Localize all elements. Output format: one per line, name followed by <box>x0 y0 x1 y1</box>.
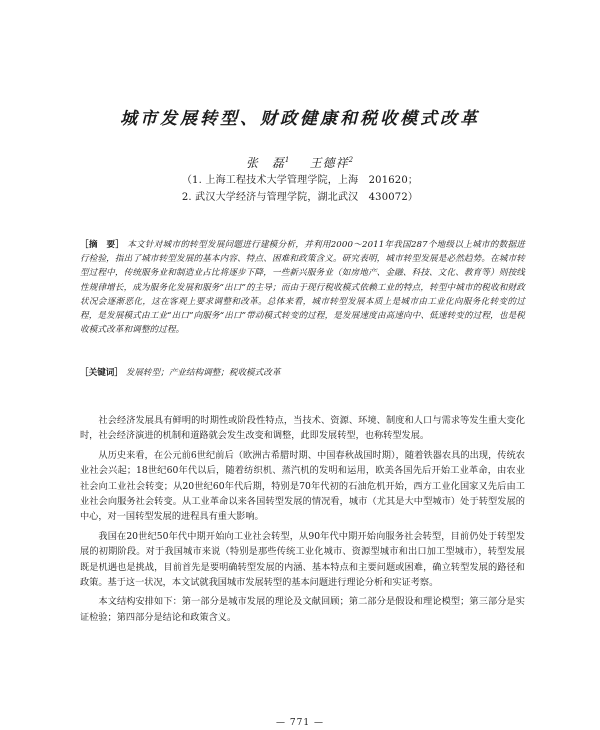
body-paragraph-1: 社会经济发展具有鲜明的时期性或阶段性特点，当技术、资源、环境、制度和人口与需求等发生重大变化时，社会经济演进的机制和道路就会发生改变和调整，此即发展转型，也称转型发展。 <box>80 415 525 442</box>
body-paragraph-3: 我国在20世纪50年代中期开始向工业社会转型，从90年代中期开始向服务社会转型，目前仍处于转型发展的初期阶段。对于我国城市来说（特别是那些传统工业化城市、资源型城市和出口加工型城市），转型发展既是机遇也是挑战，目前首先是要明确转型发展的内涵、基本特点和主要问题或困难，确立转型发展的路径和政策。基于这一状况，本文试就我国城市发展转型的基本问题进行理论分析和实证考察。 <box>80 530 525 589</box>
body-text <box>80 413 525 625</box>
keywords-text: 发展转型；产业结构调整；税收模式改革 <box>125 368 281 378</box>
body-paragraph-2: 从历史来看，在公元前6世纪前后（欧洲古希腊时期、中国春秋战国时期），随着铁器农具的出现，传统农业社会兴起；18世纪60年代以后，随着纺织机、蒸汽机的发明和运用，欧美各国先后开始工业革命，由农业社会向工业社会转变；从20世纪60年代后期，特别是70年代初的石油危机开始，西方工业化国家又先后由工业社会向服务社会转变。从工业革命以来各国转型发展的情况看，城市（尤其是大中型城市）处于转型发展的中心，对一国转型发展的进程具有重大影响。 <box>80 449 525 523</box>
page-number: — 771 — <box>276 718 324 728</box>
body-paragraph-4: 本文结构安排如下：第一部分是城市发展的理论及文献回顾；第二部分是假设和理论模型；第三部分是实证检验；第四部分是结论和政策含义。 <box>80 596 525 623</box>
author-1-sup: 1 <box>284 156 291 164</box>
paper-title: 城市发展转型、财政健康和税收模式改革 <box>120 109 480 129</box>
author-2-sup: 2 <box>348 156 355 164</box>
abstract-text: 本文针对城市的转型发展问题进行建模分析，并利用2000～2011年我国287个地级以上城市的数据进行检验，指出了城市转型发展的基本内容、特点、困难和政策含义。研究表明，城市转型发展是必然趋势。在城市转型过程中，传统服务业和制造业占比将逐步下降，一些新兴服务业（如房地产、金融、科技、文化、教育等）则按线性规律增长，成为服务化发展和服务“出口”的主导；而由于现行税收模式依赖工业的特点，转型中城市的税收和财政状况会逐渐恶化，这在客观上要求调整和改革。总体来看，城市转型发展本质上是城市由工业化向服务化转变的过程，是发展模式由工业“出口”向服务“出口”带动模式转变的过程，是发展速度由高速向中、低速转变的过程，也是税收模式改革和调整的过程。 <box>80 240 525 336</box>
keywords-label: ［关键词］ <box>80 368 123 378</box>
abstract-label: ［摘 要］ <box>80 240 125 250</box>
author-2-name: 王德祥 <box>309 156 349 170</box>
affiliation-1: （1. 上海工程技术大学管理学院，上海 201620； <box>181 175 419 186</box>
affiliation-2: 2. 武汉大学经济与管理学院，湖北武汉 430072） <box>181 192 419 203</box>
abstract-block <box>80 238 525 337</box>
author-1-name: 张 磊 <box>245 156 285 170</box>
keywords-block <box>80 366 525 378</box>
author-line <box>0 154 600 171</box>
